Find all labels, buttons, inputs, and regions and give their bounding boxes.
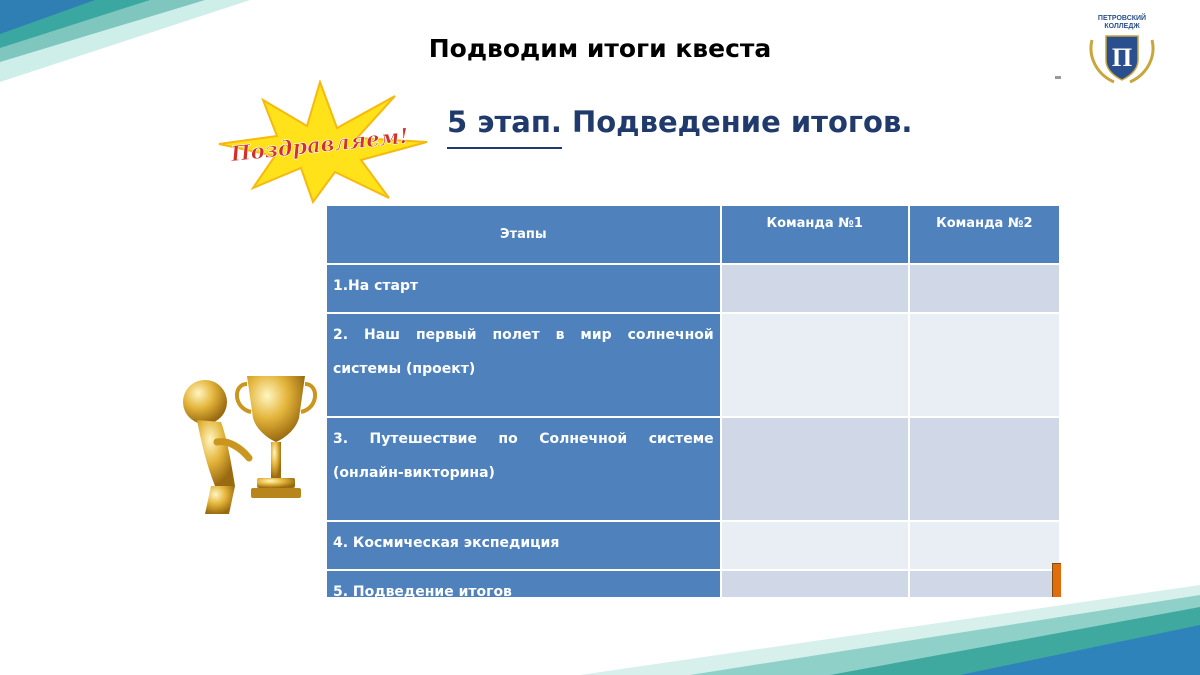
table-row <box>326 313 1060 417</box>
stage-cell: 2. Наш первый полет в мир солнечной системы (проект) <box>326 313 721 417</box>
trophy-figure-image <box>177 362 317 522</box>
content-panel <box>175 80 1061 597</box>
score-cell-team-2[interactable] <box>909 313 1060 417</box>
score-cell-team-1[interactable] <box>721 313 909 417</box>
bottom-right-decoration <box>580 585 1200 675</box>
header-team-1: Команда №1 <box>721 205 909 264</box>
congrats-text: Поздравляем! <box>229 122 410 167</box>
header-team-2: Команда №2 <box>909 205 1060 264</box>
content-corner-mark <box>1055 76 1061 79</box>
table-row <box>326 570 1060 597</box>
stage-cell: 5. Подведение итогов <box>326 570 721 597</box>
table-row <box>326 521 1060 570</box>
stage-cell: 4. Космическая экспедиция <box>326 521 721 570</box>
stage-cell: 3. Путешествие по Солнечной системе (онлайн-викторина) <box>326 417 721 521</box>
orange-button-fragment <box>1052 563 1061 597</box>
stage-title: 5 этап. Подведение итогов. <box>447 105 913 139</box>
logo-monogram: П <box>1111 43 1133 72</box>
logo-line1: ПЕТРОВСКИЙ <box>1097 15 1147 22</box>
score-cell-team-2[interactable] <box>909 570 1060 597</box>
score-cell-team-2[interactable] <box>909 264 1060 313</box>
header-stages: Этапы <box>326 205 721 264</box>
table-row <box>326 264 1060 313</box>
slide-title: Подводим итоги квеста <box>428 34 772 63</box>
stage-title-underline <box>447 147 562 149</box>
table-header-row <box>326 205 1060 264</box>
score-cell-team-2[interactable] <box>909 417 1060 521</box>
logo-line2: КОЛЛЕДЖ <box>1104 23 1140 30</box>
score-cell-team-1[interactable] <box>721 521 909 570</box>
stage-cell: 1.На старт <box>326 264 721 313</box>
table-row <box>326 417 1060 521</box>
congrats-star-badge <box>205 80 445 205</box>
score-cell-team-2[interactable] <box>909 521 1060 570</box>
score-cell-team-1[interactable] <box>721 264 909 313</box>
results-table <box>325 204 1061 597</box>
score-cell-team-1[interactable] <box>721 570 909 597</box>
score-cell-team-1[interactable] <box>721 417 909 521</box>
college-logo <box>1082 12 1162 88</box>
